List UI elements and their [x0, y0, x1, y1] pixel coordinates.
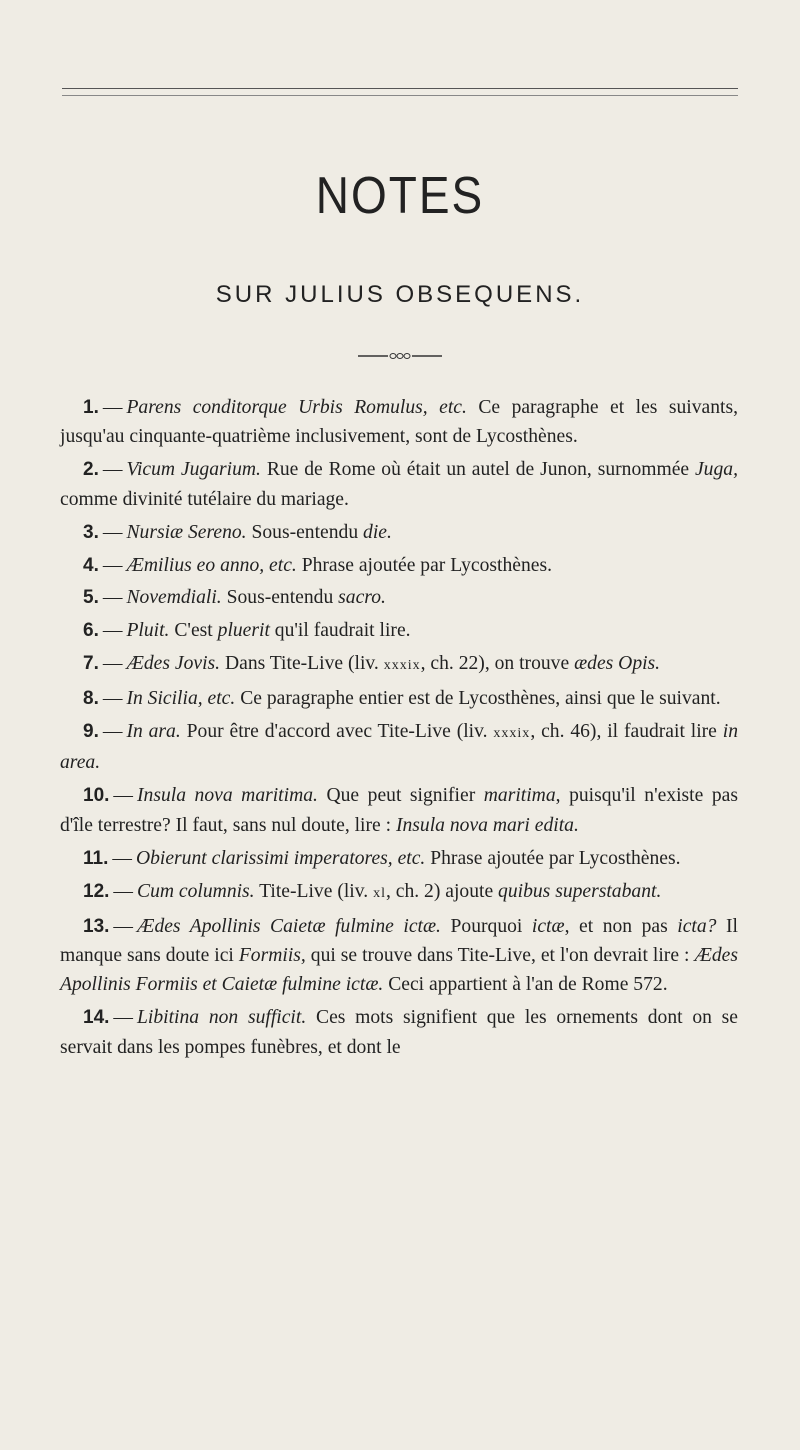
note-8: 8. — In Sicilia, etc. Ce paragraphe entier est de Lycosthènes, ainsi que le suivant. — [83, 688, 721, 710]
note-text: , puisqu'il n'existe pas d'île terrestre? Il faut, sans nul doute, lire : — [60, 785, 738, 836]
note-text: Ce paragraphe et les suivants, jusqu'au cinquante-quatrième inclusivement, sont de Lycosthènes. — [60, 397, 738, 448]
note-text: Ces mots signifient que les ornements dont on se servait dans les pompes funèbres, et dont le — [60, 1007, 738, 1058]
note-text: , ch. 22), on trouve — [420, 653, 570, 675]
note-number: 14. — [83, 1007, 110, 1029]
note-text: Sous-entendu — [226, 587, 334, 609]
note-italic: pluerit — [217, 620, 270, 642]
note-number: 8. — [83, 688, 99, 710]
notes-list — [60, 393, 738, 1066]
header-rule-secondary — [62, 95, 738, 96]
note-number: 1. — [83, 397, 99, 418]
note-number: 3. — [83, 521, 99, 543]
note-lemma: Libitina non sufficit. — [137, 1007, 307, 1029]
page-title: NOTES — [315, 165, 485, 225]
note-12: 12. — Cum columnis. Tite-Live (liv. xl, ch. 2) ajoute quibus superstabant. — [83, 880, 662, 902]
note-10: 10. — Insula nova maritima. Que peut signifier maritima, puisqu'il n'existe pas d'île terrestre? Il faut, sans nul doute, lire : Insula nova mari edita. — [60, 785, 738, 836]
note-text: , ch. 2) ajoute — [385, 880, 494, 902]
note-lemma: Parens conditorque Urbis Romulus, etc. — [126, 397, 467, 418]
note-italic: quibus superstabant. — [498, 880, 662, 902]
note-9: 9. — In ara. Pour être d'accord avec Tite-Live (liv. xxxix, ch. 46), il faudrait lire in area. — [60, 721, 738, 774]
note-number: 4. — [83, 554, 99, 576]
note-text: Ce paragraphe entier est de Lycosthènes, ainsi que le suivant. — [240, 688, 721, 710]
note-roman-numeral: xl — [373, 885, 386, 901]
note-italic: sacro. — [338, 587, 386, 609]
note-1: 1. — Parens conditorque Urbis Romulus, etc. Ce paragraphe et les suivants, jusqu'au cinquante-quatrième inclusivement, sont de Lycosthènes. — [60, 397, 738, 448]
note-lemma: Nursiæ Sereno. — [126, 521, 247, 543]
note-lemma: Æmilius eo anno, etc. — [126, 554, 297, 576]
note-text: qui se trouve dans Tite-Live, et l'on devrait lire : — [310, 944, 690, 966]
header-rule — [62, 88, 738, 89]
note-6: 6. — Pluit. C'est pluerit qu'il faudrait lire. — [83, 620, 411, 642]
ornament-divider — [350, 350, 450, 362]
note-italic: Insula nova mari edita. — [395, 814, 579, 836]
note-text: , ch. 46), il faudrait lire — [530, 721, 717, 743]
note-text: Pourquoi — [450, 915, 523, 937]
note-italic: Juga, — [694, 459, 738, 481]
note-italic: ictæ — [531, 915, 565, 937]
note-italic: ædes Opis. — [574, 653, 661, 675]
note-lemma: Ædes Jovis. — [126, 653, 221, 675]
note-lemma: Novemdiali. — [126, 587, 222, 609]
note-text: Ceci appartient à l'an de Rome 572. — [388, 974, 668, 996]
note-text: Rue de Rome où était un autel de Junon, surnommée — [266, 459, 690, 481]
note-text: Dans Tite-Live (liv. — [224, 653, 379, 675]
note-italic: icta? — [677, 915, 717, 937]
note-lemma: In ara. — [126, 721, 181, 743]
note-text: Que peut signifier — [326, 785, 476, 807]
note-number: 13. — [83, 915, 110, 937]
note-14: 14. — Libitina non sufficit. Ces mots signifient que les ornements dont on se servait dans les pompes funèbres, et dont le — [60, 1007, 738, 1058]
note-lemma: Obierunt clarissimi imperatores, etc. — [135, 847, 426, 869]
note-13: 13. — Ædes Apollinis Caietæ fulmine ictæ. Pourquoi ictæ, et non pas icta? Il manque sans doute ici Formiis, qui se trouve dans Tite-Live, et l'on devrait lire : Ædes Apollinis Formiis et Caietæ fulmine ictæ. Ceci appartient à l'an de Rome 572. — [60, 915, 738, 996]
note-text: Tite-Live (liv. — [259, 880, 369, 902]
note-text: Il manque sans doute ici — [60, 915, 738, 966]
note-text: comme divinité tutélaire du mariage. — [60, 488, 349, 510]
note-text: C'est — [174, 620, 213, 642]
note-text: , et non pas — [564, 915, 668, 937]
note-number: 7. — [83, 653, 99, 675]
note-2: 2. — Vicum Jugarium. Rue de Rome où était un autel de Junon, surnommée Juga, comme divinité tutélaire du mariage. — [60, 459, 738, 510]
note-lemma: In Sicilia, etc. — [126, 688, 236, 710]
note-italic: maritima — [483, 785, 556, 807]
note-number: 11. — [83, 847, 109, 869]
note-lemma: Insula nova maritima. — [137, 785, 318, 807]
note-italic: Formiis, — [238, 944, 306, 966]
note-lemma: Ædes Apollinis Caietæ fulmine ictæ. — [137, 915, 441, 937]
note-italic: in area. — [60, 721, 738, 774]
note-7: 7. — Ædes Jovis. Dans Tite-Live (liv. xxxix, ch. 22), on trouve ædes Opis. — [83, 653, 661, 675]
note-3: 3. — Nursiæ Sereno. Sous-entendu die. — [83, 521, 392, 543]
page-subtitle: SUR JULIUS OBSEQUENS. — [215, 281, 585, 308]
note-number: 10. — [83, 785, 110, 807]
note-11: 11. — Obierunt clarissimi imperatores, etc. Phrase ajoutée par Lycosthènes. — [83, 847, 681, 869]
note-lemma: Cum columnis. — [137, 880, 255, 902]
note-text: qu'il faudrait lire. — [274, 620, 411, 642]
note-text: Phrase ajoutée par Lycosthènes. — [430, 847, 681, 869]
note-text: Phrase ajoutée par Lycosthènes. — [301, 554, 552, 576]
note-number: 5. — [83, 587, 99, 609]
note-text: Sous-entendu — [251, 521, 359, 543]
note-5: 5. — Novemdiali. Sous-entendu sacro. — [83, 587, 386, 609]
note-roman-numeral: xxxix — [383, 658, 421, 674]
note-4: 4. — Æmilius eo anno, etc. Phrase ajoutée par Lycosthènes. — [83, 554, 552, 576]
note-lemma: Vicum Jugarium. — [126, 459, 261, 481]
note-text: Pour être d'accord avec Tite-Live (liv. — [186, 721, 488, 743]
note-italic: Ædes Apollinis Formiis et Caietæ fulmine ictæ. — [60, 944, 738, 996]
note-number: 9. — [83, 721, 99, 743]
note-number: 6. — [83, 620, 99, 642]
note-number: 12. — [83, 880, 110, 902]
note-italic: die. — [363, 521, 392, 543]
note-roman-numeral: xxxix — [493, 726, 531, 742]
note-lemma: Pluit. — [126, 620, 170, 642]
note-number: 2. — [83, 459, 99, 481]
